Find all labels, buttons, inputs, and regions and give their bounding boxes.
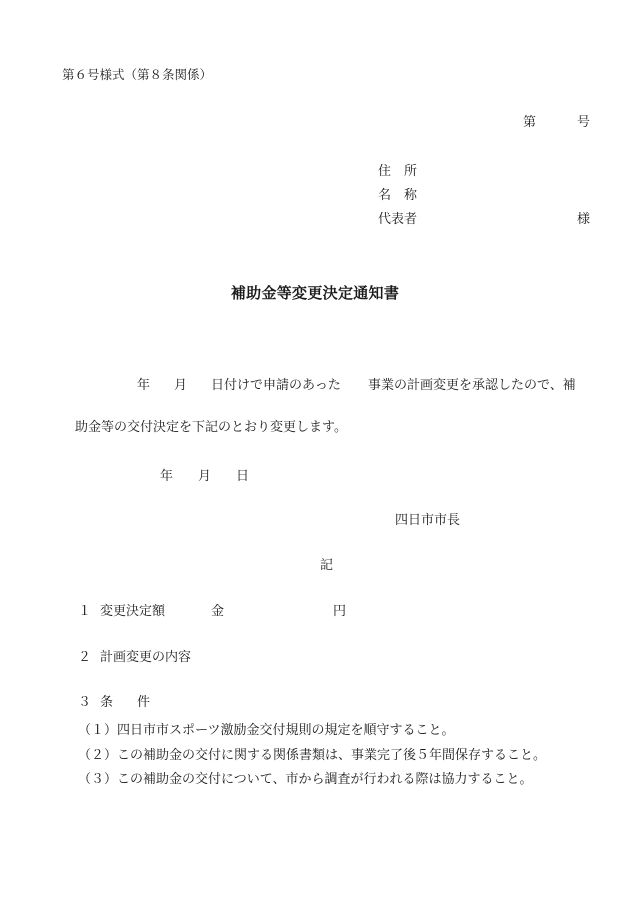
item1-currency: 金 (211, 604, 225, 619)
condition-text: 四日市市スポーツ激励金交付規則の規定を順守すること。 (117, 723, 455, 738)
item3-label-b: 件 (137, 695, 151, 710)
body-day-suffix: 日付けで申請のあった (211, 378, 341, 393)
ki-heading: 記 (320, 558, 334, 573)
body-line2: 助金等の交付決定を下記のとおり変更します。 (75, 420, 347, 435)
condition-number: （３） (78, 772, 118, 787)
item2-label: 計画変更の内容 (100, 650, 192, 665)
item1-unit: 円 (333, 604, 347, 619)
body-line1-rest: 事業の計画変更を承認したので、補 (368, 378, 576, 393)
issuer: 四日市市長 (395, 513, 461, 528)
item1-number: １ (78, 604, 92, 619)
condition-text: この補助金の交付に関する関係書類は、事業完了後５年間保存すること。 (117, 748, 547, 763)
body-month: 月 (174, 378, 188, 393)
doc-number-suffix: 号 (577, 115, 591, 130)
condition-number: （２） (78, 748, 118, 763)
body-year: 年 (137, 378, 151, 393)
doc-number-prefix: 第 (523, 115, 537, 130)
honorific: 様 (577, 212, 591, 227)
representative-label: 代表者 (378, 212, 418, 227)
name-label: 名 称 (378, 188, 418, 203)
item3-number: ３ (78, 695, 92, 710)
date-year: 年 (160, 469, 174, 484)
document-title: 補助金等変更決定通知書 (230, 284, 400, 302)
date-day: 日 (236, 469, 250, 484)
address-label: 住 所 (378, 164, 418, 179)
condition-number: （１） (78, 723, 118, 738)
item3-label-a: 条 (100, 695, 114, 710)
date-month: 月 (198, 469, 212, 484)
item1-label: 変更決定額 (100, 604, 166, 619)
form-number: 第６号様式（第８条関係） (62, 67, 213, 82)
condition-text: この補助金の交付について、市から調査が行われる際は協力すること。 (117, 772, 533, 787)
item2-number: ２ (78, 650, 92, 665)
